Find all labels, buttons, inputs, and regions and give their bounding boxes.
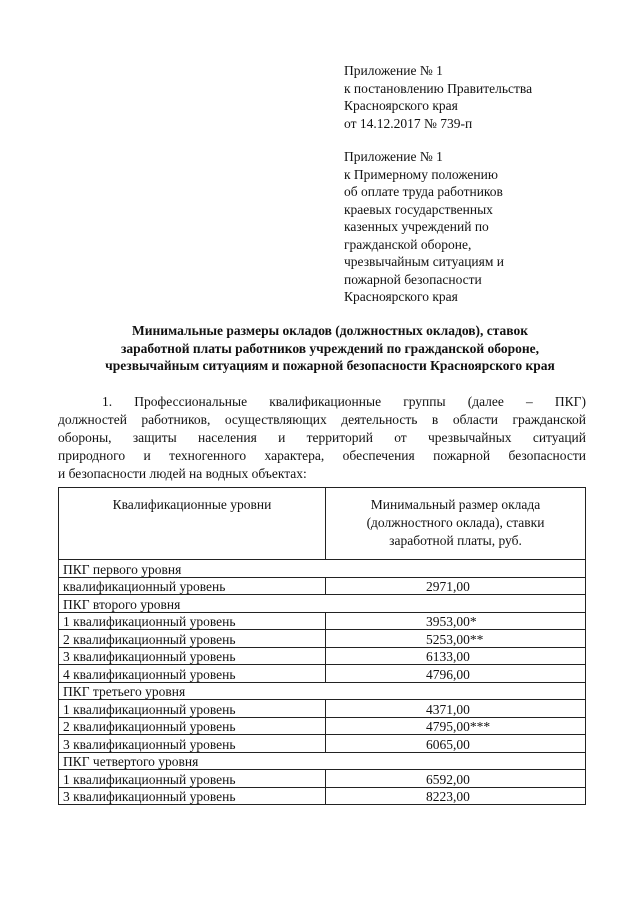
level-label: квалификационный уровень [59,577,326,595]
title-line: Минимальные размеры окладов (должностных окладов), ставок [131,323,529,338]
table-row [59,647,586,665]
table-row [59,665,586,683]
table-row [59,700,586,718]
level-label: 1 квалификационный уровень [59,700,326,718]
hdr2-line: гражданской обороне, [344,236,472,252]
column-header-levels: Квалификационные уровни [59,488,326,560]
salary-value: 6065,00 [326,735,586,753]
table-row [59,577,586,595]
hdr1-line: Приложение № 1 [344,63,443,78]
para-line: 1. Профессиональные квалификационные группы (далее – ПКГ) [102,394,586,409]
para-line: должностей работников, осуществляющих деятельность в области гражданской [58,412,586,427]
title-line: чрезвычайным ситуациям и пожарной безопасности Красноярского края [105,358,555,373]
hdr2-line: Приложение № 1 [344,149,443,164]
level-label: 3 квалификационный уровень [59,735,326,753]
salary-value: 4795,00*** [326,717,586,735]
column-header-salary [326,488,586,560]
table-group-row [59,682,586,700]
salary-table [58,487,586,805]
table-header-row [59,488,586,560]
group-empty-cell [326,682,586,700]
hdr1-line: Красноярского края [344,98,458,113]
group-empty-cell [326,595,586,613]
table-row [59,787,586,805]
hdr2-line: пожарной безопасности [344,271,482,287]
table-row [59,770,586,788]
para-line: и безопасности людей на водных объектах: [58,466,307,481]
hdr2-line: казенных учреждений по [344,219,489,234]
level-label: 2 квалификационный уровень [59,630,326,648]
salary-value: 3953,00* [326,612,586,630]
hdr2-line: к Примерному положению [344,166,498,182]
level-label: 2 квалификационный уровень [59,717,326,735]
salary-value: 6133,00 [326,647,586,665]
level-label: 1 квалификационный уровень [59,770,326,788]
table-row [59,630,586,648]
salary-value: 6592,00 [326,770,586,788]
table-row [59,735,586,753]
intro-paragraph [58,393,586,483]
para-line: обороны, защиты населения и территорий от чрезвычайных ситуаций [58,430,586,445]
salary-value: 8223,00 [326,787,586,805]
level-label: 3 квалификационный уровень [59,787,326,805]
salary-value: 5253,00** [326,630,586,648]
table-group-row [59,752,586,770]
group-label: ПКГ первого уровня [59,560,326,578]
group-empty-cell [326,752,586,770]
hdr1-line: к постановлению Правительства [344,80,533,96]
column-header-salary-line: заработной платы, руб. [389,533,522,548]
hdr2-line: об оплате труда работников [344,184,503,199]
table-group-row [59,595,586,613]
column-header-salary-line: (должностного оклада), ставки [366,515,545,530]
salary-value: 4796,00 [326,665,586,683]
column-header-salary-line: Минимальный размер оклада [370,497,541,512]
salary-value: 2971,00 [326,577,586,595]
table-row [59,717,586,735]
group-label: ПКГ четвертого уровня [59,752,326,770]
group-label: ПКГ второго уровня [59,595,326,613]
title-line: заработной платы работников учреждений по гражданской обороне, [120,340,540,356]
document-title [55,322,605,375]
hdr2-line: Красноярского края [344,289,458,304]
table-row [59,612,586,630]
hdr1-line: от 14.12.2017 № 739-п [344,115,473,131]
appendix-header-2 [344,148,614,306]
hdr2-line: краевых государственных [344,201,493,217]
appendix-header-1 [344,62,614,132]
group-empty-cell [326,560,586,578]
level-label: 4 квалификационный уровень [59,665,326,683]
hdr2-line: чрезвычайным ситуациям и [344,254,504,269]
salary-value: 4371,00 [326,700,586,718]
table-group-row [59,560,586,578]
group-label: ПКГ третьего уровня [59,682,326,700]
level-label: 1 квалификационный уровень [59,612,326,630]
para-line: природного и техногенного характера, обеспечения пожарной безопасности [58,448,586,463]
level-label: 3 квалификационный уровень [59,647,326,665]
